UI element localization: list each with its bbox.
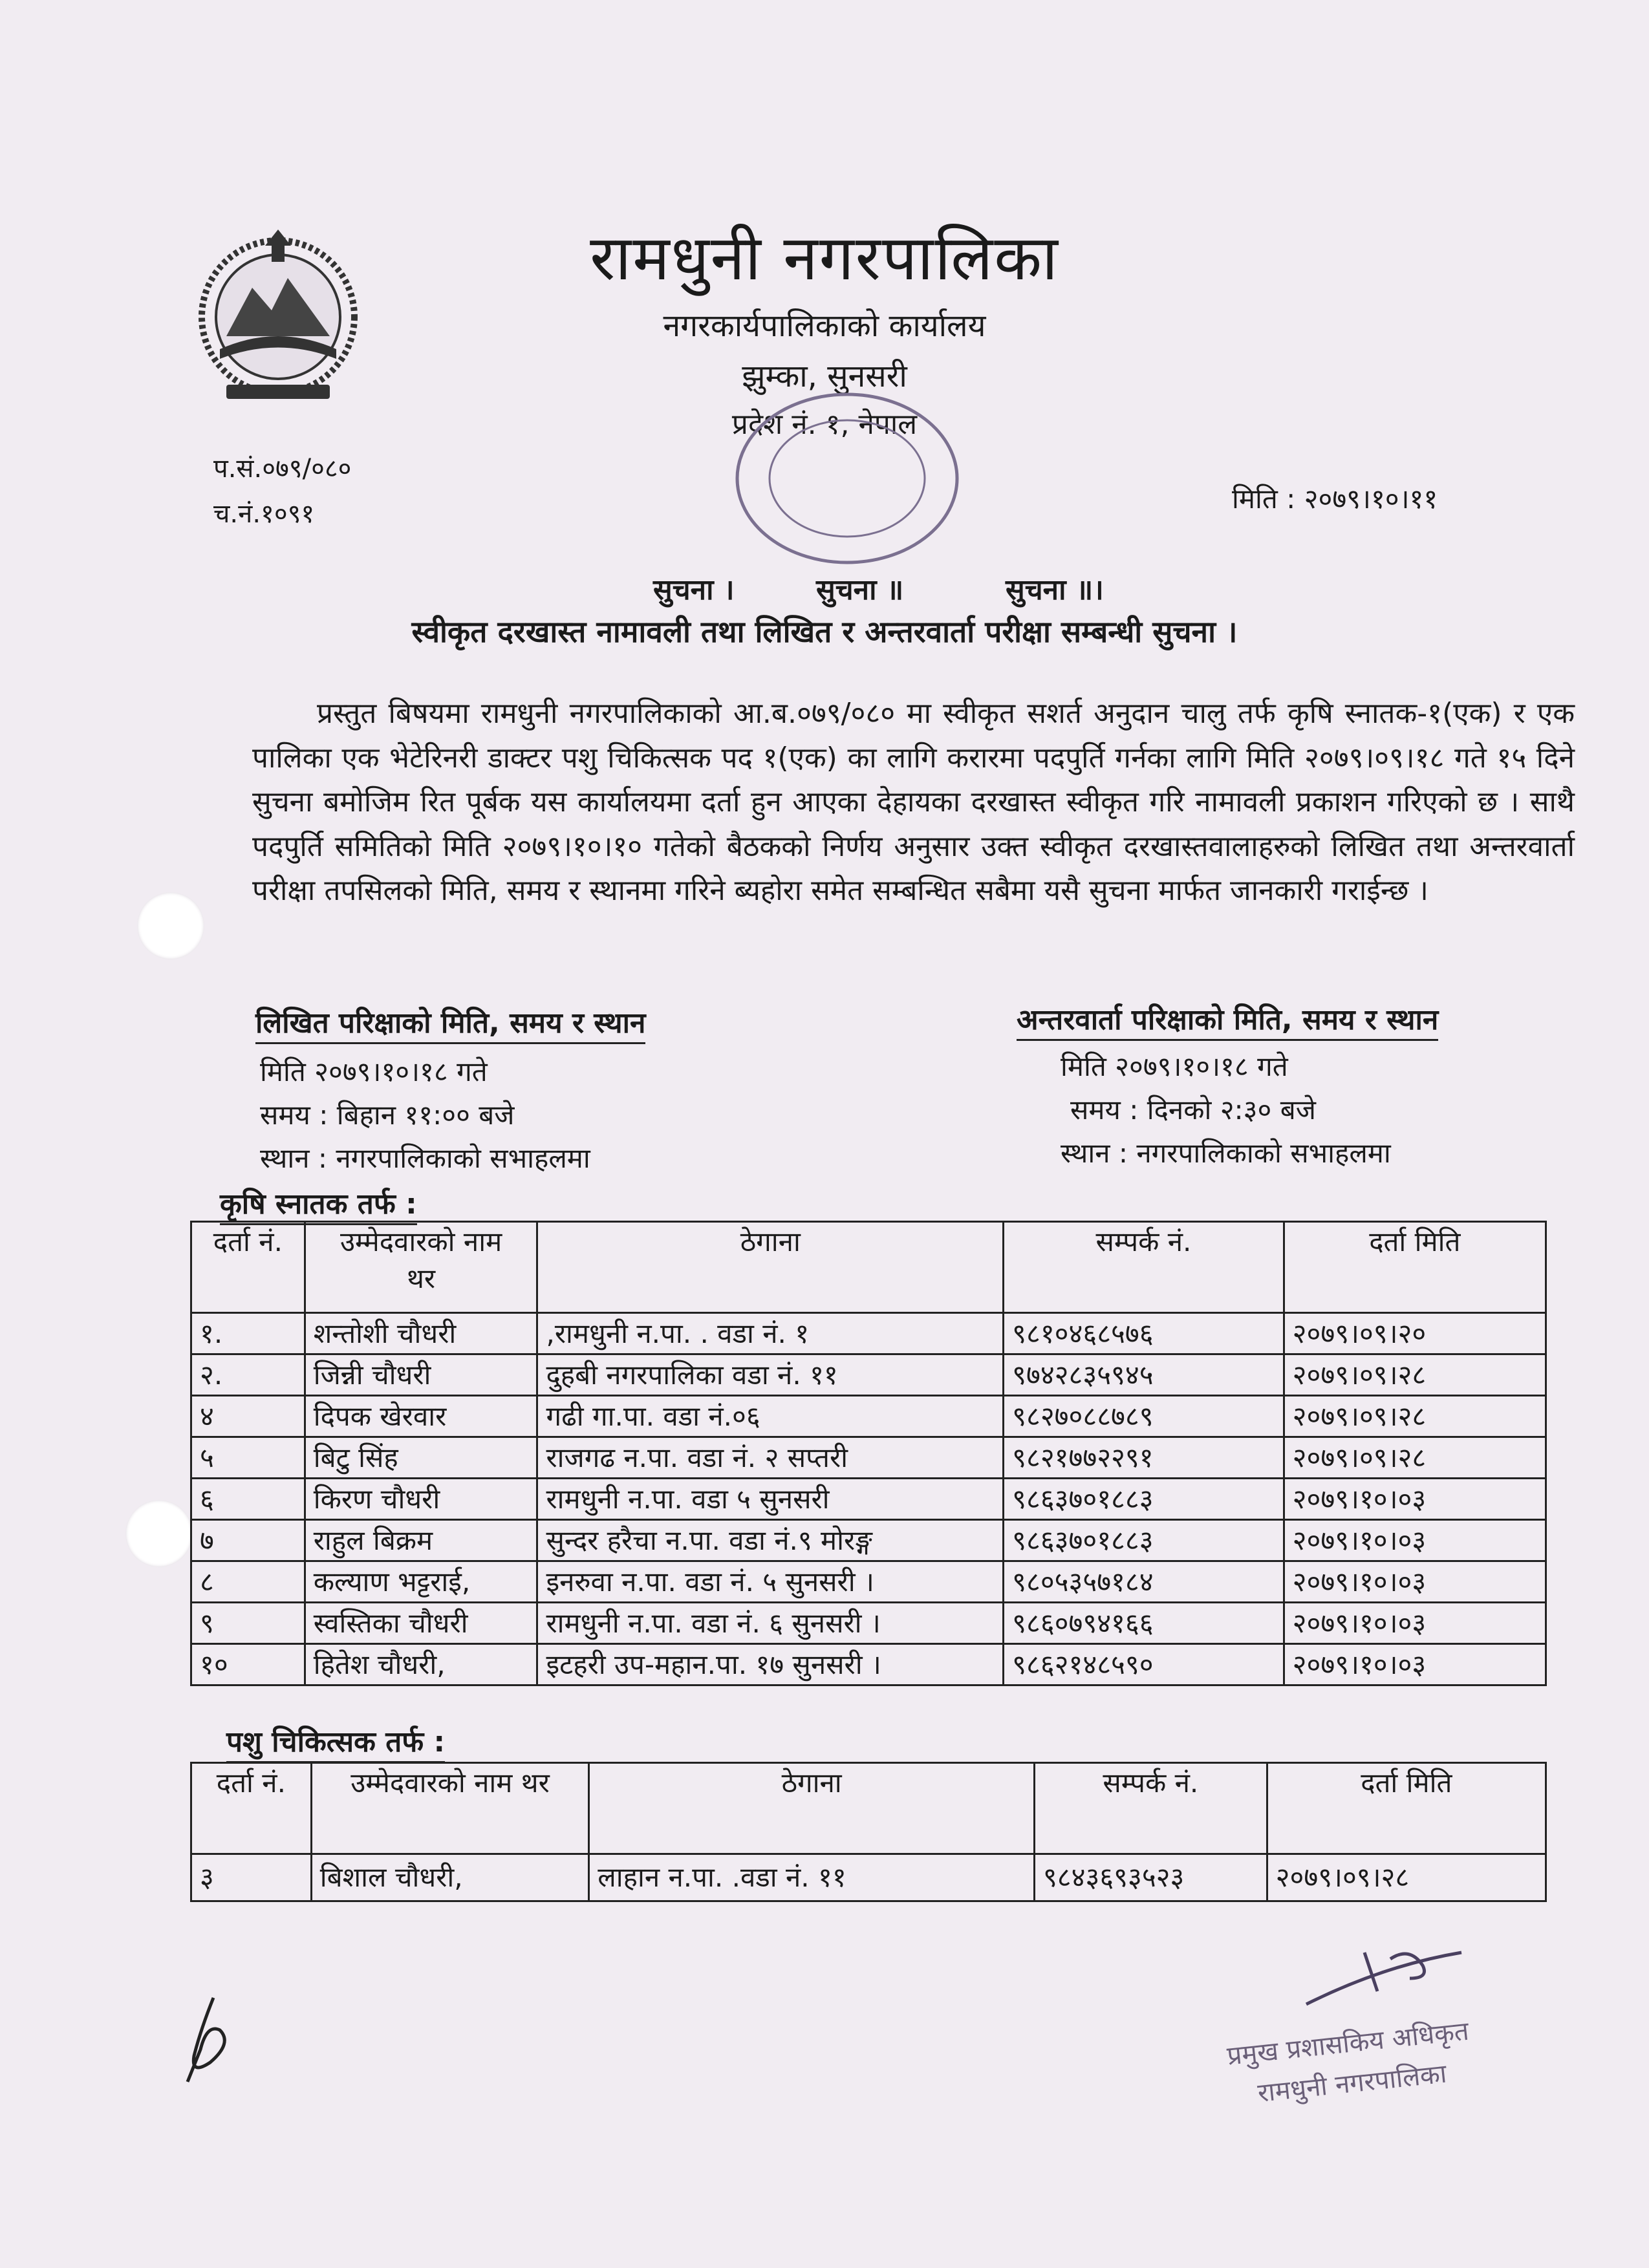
cell-name: हितेश चौधरी, [305, 1644, 537, 1685]
cell-name: राहुल बिक्रम [305, 1520, 537, 1561]
written-exam-place: स्थान : नगरपालिकाको सभाहलमा [260, 1142, 590, 1174]
cell-name: स्वस्तिका चौधरी [305, 1603, 537, 1644]
notice-subject: स्वीकृत दरखास्त नामावली तथा लिखित र अन्तरवार्ता परीक्षा सम्बन्धी सुचना । [411, 614, 1238, 649]
column-header: दर्ता मिति [1284, 1222, 1546, 1313]
cell-address: ,रामधुनी न.पा. . वडा नं. १ [537, 1313, 1004, 1354]
office-name: नगरकार्यपालिकाको कार्यालय [663, 308, 986, 344]
cell-contact: ९८२१७७२२९१ [1004, 1437, 1284, 1479]
cell-reg-no: २. [191, 1354, 305, 1396]
cell-contact: ९७४२८३५९४५ [1004, 1354, 1284, 1396]
cell-address: सुन्दर हरैचा न.पा. वडा नं.९ मोरङ्ग [537, 1520, 1004, 1561]
interview-date: मिति २०७९।१०।१८ गते [1061, 1051, 1288, 1082]
cell-reg-date: २०७९।१०।०३ [1284, 1644, 1546, 1685]
cell-address: इनरुवा न.पा. वडा नं. ५ सुनसरी । [537, 1561, 1004, 1603]
officer-title: प्रमुख प्रशासकिय अधिकृत [1225, 2016, 1471, 2071]
cell-contact: ९८६०७९४१६६ [1004, 1603, 1284, 1644]
cell-name: दिपक खेरवार [305, 1396, 537, 1437]
cell-reg-no: ३ [191, 1854, 312, 1901]
cell-address: रामधुनी न.पा. वडा ५ सुनसरी [537, 1479, 1004, 1520]
table-row [191, 1313, 1546, 1354]
notice-heading-1: सुचना । [653, 573, 735, 606]
table-row [191, 1354, 1546, 1396]
table-row [191, 1520, 1546, 1561]
cell-reg-date: २०७९।१०।०३ [1284, 1520, 1546, 1561]
table-row [191, 1437, 1546, 1479]
office-province: प्रदेश नं. १, नेपाल [731, 408, 918, 441]
column-header: उम्मेदवारको नाम थर [305, 1222, 537, 1313]
cell-contact: ९८१०४६८५७६ [1004, 1313, 1284, 1354]
cell-reg-date: २०७९।१०।०३ [1284, 1479, 1546, 1520]
cell-reg-date: २०७९।०९।२० [1284, 1313, 1546, 1354]
cell-name: बिशाल चौधरी, [311, 1854, 589, 1901]
table-row [191, 1396, 1546, 1437]
officer-stamp-text [1225, 2011, 1475, 2117]
table-row [191, 1603, 1546, 1644]
cell-contact: ९८६३७०१८८३ [1004, 1520, 1284, 1561]
column-header: सम्पर्क नं. [1004, 1222, 1284, 1313]
patra-sankhya: प.सं.०७९/०८० [213, 454, 352, 484]
column-header: उम्मेदवारको नाम थर [311, 1763, 589, 1854]
cell-contact: ९८४३६९३५२३ [1034, 1854, 1267, 1901]
municipality-title: रामधुनी नगरपालिका [590, 222, 1059, 294]
cell-address: राजगढ न.पा. वडा नं. २ सप्तरी [537, 1437, 1004, 1479]
punch-hole-bottom [125, 1500, 193, 1567]
written-exam-date: मिति २०७९।१०।१८ गते [260, 1056, 488, 1087]
vet-section-heading: पशु चिकित्सक तर्फ : [226, 1721, 445, 1763]
notice-heading-2: सुचना ॥ [816, 573, 904, 606]
cell-reg-date: २०७९।१०।०३ [1284, 1561, 1546, 1603]
cell-contact: ९८६३७०१८८३ [1004, 1479, 1284, 1520]
cell-reg-date: २०७९।०९।२८ [1284, 1396, 1546, 1437]
vet-candidates-table [190, 1762, 1547, 1902]
cell-reg-no: ४ [191, 1396, 305, 1437]
office-stamp-icon [724, 381, 970, 575]
interview-time: समय : दिनको २:३० बजे [1070, 1094, 1316, 1126]
column-header: दर्ता नं. [191, 1763, 312, 1854]
cell-reg-no: ९ [191, 1603, 305, 1644]
interview-place: स्थान : नगरपालिकाको सभाहलमा [1061, 1137, 1391, 1169]
table-header-row [191, 1222, 1546, 1313]
cell-reg-date: २०७९।०९।२८ [1267, 1854, 1546, 1901]
cell-reg-date: २०७९।१०।०३ [1284, 1603, 1546, 1644]
cell-address: इटहरी उप-महान.पा. १७ सुनसरी । [537, 1644, 1004, 1685]
office-location: झुम्का, सुनसरी [742, 358, 907, 394]
cell-name: किरण चौधरी [305, 1479, 537, 1520]
column-header: दर्ता मिति [1267, 1763, 1546, 1854]
issue-date: मिति : २०७९।१०।११ [1232, 483, 1438, 515]
agri-section-heading: कृषि स्नातक तर्फ : [220, 1183, 417, 1225]
interview-heading: अन्तरवार्ता परिक्षाको मिति, समय र स्थान [1017, 999, 1438, 1041]
notice-heading-3: सुचना ॥। [1006, 573, 1104, 606]
table-row [191, 1561, 1546, 1603]
cell-reg-date: २०७९।०९।२८ [1284, 1437, 1546, 1479]
cell-address: गढी गा.पा. वडा नं.०६ [537, 1396, 1004, 1437]
cell-reg-no: ८ [191, 1561, 305, 1603]
table-row [191, 1854, 1546, 1901]
cell-name: जिन्नी चौधरी [305, 1354, 537, 1396]
table-row [191, 1644, 1546, 1685]
handwritten-signature-left-icon [175, 1991, 265, 2088]
column-header: ठेगाना [589, 1763, 1035, 1854]
punch-hole-top [137, 892, 204, 959]
column-header: ठेगाना [537, 1222, 1004, 1313]
cell-address: दुहबी नगरपालिका वडा नं. ११ [537, 1354, 1004, 1396]
written-exam-time: समय : बिहान ११:०० बजे [260, 1099, 515, 1131]
column-header: दर्ता नं. [191, 1222, 305, 1313]
table-header-row [191, 1763, 1546, 1854]
cell-reg-no: १० [191, 1644, 305, 1685]
cell-address: लाहान न.पा. .वडा नं. ११ [589, 1854, 1035, 1901]
cell-address: रामधुनी न.पा. वडा नं. ६ सुनसरी । [537, 1603, 1004, 1644]
cell-name: शन्तोशी चौधरी [305, 1313, 537, 1354]
cell-reg-no: ६ [191, 1479, 305, 1520]
cell-contact: ९८०५३५७१८४ [1004, 1561, 1284, 1603]
cell-reg-no: ७ [191, 1520, 305, 1561]
cell-contact: ९८२७०८८७८९ [1004, 1396, 1284, 1437]
notice-body: प्रस्तुत बिषयमा रामधुनी नगरपालिकाको आ.ब.०७९/०८० मा स्वीकृत सशर्त अनुदान चालु तर्फ कृषि स्नातक-१(एक) र एक पालिका एक भेटेरिनरी डाक्टर पशु चिकित्सक पद १(एक) का लागि करारमा पदपुर्ति गर्नका लागि मिति २०७९।०९।१८ गते १५ दिने सुचना बमोजिम रित पूर्बक यस कार्यालयमा दर्ता हुन आएका देहायका दरखास्त स्वीकृत गरि नामावली प्रकाशन गरिएको छ । साथै पदपुर्ति समितिको मिति २०७९।१०।१० गतेको बैठकको निर्णय अनुसार उक्त स्वीकृत दरखास्तवालाहरुको लिखित तथा अन्तरवार्ता परीक्षा तपसिलको मिति, समय र स्थानमा गरिने ब्यहोरा समेत सम्बन्धित सबैमा यसै सुचना मार्फत जानकारी गराईन्छ । [252, 697, 1575, 907]
handwritten-signature-right-icon [1293, 1940, 1487, 2017]
cell-reg-no: ५ [191, 1437, 305, 1479]
agri-candidates-table [190, 1221, 1547, 1686]
cell-reg-no: १. [191, 1313, 305, 1354]
table-row [191, 1479, 1546, 1520]
cell-name: कल्याण भट्टराई, [305, 1561, 537, 1603]
cell-reg-date: २०७९।०९।२८ [1284, 1354, 1546, 1396]
chalani-number: च.नं.१०९१ [213, 499, 315, 529]
column-header: सम्पर्क नं. [1034, 1763, 1267, 1854]
written-exam-heading: लिखित परिक्षाको मिति, समय र स्थान [255, 1002, 645, 1044]
cell-name: बिटु सिंह [305, 1437, 537, 1479]
cell-contact: ९८६२१४८५९० [1004, 1644, 1284, 1685]
officer-org: रामधुनी नगरपालिका [1256, 2059, 1449, 2109]
